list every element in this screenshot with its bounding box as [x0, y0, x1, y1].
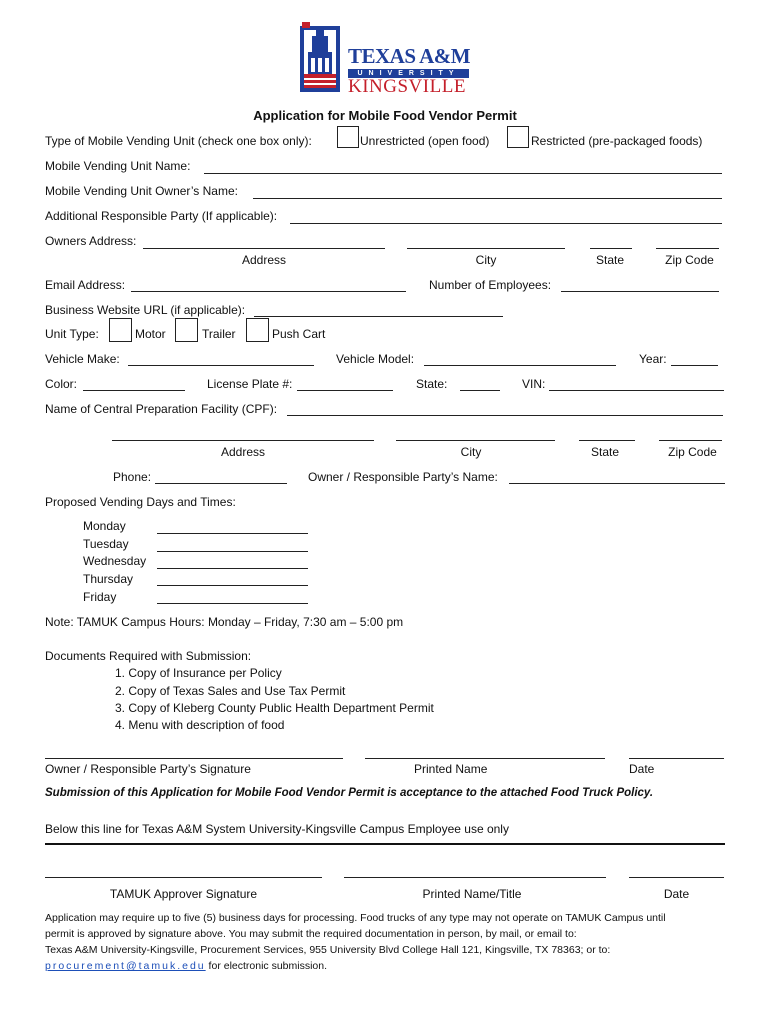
vehicle-make-label: Vehicle Make:: [45, 352, 120, 366]
owner-printed-name-caption: Printed Name: [414, 762, 488, 776]
procurement-email-link[interactable]: procurement@tamuk.edu: [45, 960, 206, 972]
unrestricted-label: Unrestricted (open food): [360, 134, 490, 148]
unit-name-label: Mobile Vending Unit Name:: [45, 159, 191, 173]
restricted-checkbox[interactable]: [507, 126, 529, 148]
owners-address-state-field[interactable]: [590, 248, 632, 249]
unit-type-label: Type of Mobile Vending Unit (check one box only):: [45, 134, 312, 148]
docs-heading: Documents Required with Submission:: [45, 649, 252, 663]
footer-line-4-tail: for electronic submission.: [205, 960, 328, 972]
approver-signature-caption: TAMUK Approver Signature: [109, 887, 258, 901]
phone-field[interactable]: [155, 483, 287, 484]
doc-item-2: 2. Copy of Texas Sales and Use Tax Permit: [115, 684, 346, 698]
logo-line3: KINGSVILLE: [348, 76, 466, 97]
owners-address-label: Owners Address:: [45, 234, 137, 248]
cpf-city-caption: City: [460, 445, 482, 459]
color-label: Color:: [45, 377, 78, 391]
vehicle-make-field[interactable]: [128, 365, 314, 366]
year-field[interactable]: [671, 365, 718, 366]
day-tuesday: Tuesday: [83, 537, 129, 551]
day-monday: Monday: [83, 519, 126, 533]
owner-name-field[interactable]: [253, 198, 722, 199]
doc-item-4: 4. Menu with description of food: [115, 718, 285, 732]
approver-printed-name-field[interactable]: [344, 877, 606, 878]
restricted-label: Restricted (pre-packaged foods): [531, 134, 703, 148]
employees-field[interactable]: [561, 291, 719, 292]
state-caption: State: [595, 253, 625, 267]
owner-printed-name-field[interactable]: [365, 758, 605, 759]
push-cart-checkbox[interactable]: [246, 318, 269, 342]
owner-date-field[interactable]: [629, 758, 724, 759]
doc-item-3: 3. Copy of Kleberg County Public Health Department Permit: [115, 701, 434, 715]
owner-date-caption: Date: [629, 762, 655, 776]
campus-hours-note: Note: TAMUK Campus Hours: Monday – Friday, 7:30 am – 5:00 pm: [45, 615, 404, 629]
email-label: Email Address:: [45, 278, 126, 292]
owner-name-label: Mobile Vending Unit Owner’s Name:: [45, 184, 238, 198]
trailer-checkbox[interactable]: [175, 318, 198, 342]
logo-line1: TEXAS A&M: [348, 44, 471, 68]
zip-caption: Zip Code: [665, 253, 714, 267]
approver-printed-name-caption: Printed Name/Title: [422, 887, 522, 901]
address-caption: Address: [241, 253, 287, 267]
owner-signature-caption: Owner / Responsible Party’s Signature: [45, 762, 251, 776]
plate-state-label: State:: [416, 377, 448, 391]
unit-type-row-label: Unit Type:: [45, 327, 99, 341]
logo-line2: UNIVERSITY: [348, 69, 469, 78]
cpf-state-caption: State: [590, 445, 620, 459]
footer-line-4: [45, 960, 327, 972]
approver-date-field[interactable]: [629, 877, 724, 878]
footer-line-1: Application may require up to five (5) business days for processing. Food trucks of any type may not operate on TAMUK Campus until: [45, 912, 666, 924]
approver-signature-field[interactable]: [45, 877, 322, 878]
cpf-address-zip-field[interactable]: [659, 440, 722, 441]
color-field[interactable]: [83, 390, 185, 391]
year-label: Year:: [639, 352, 667, 366]
unrestricted-checkbox[interactable]: [337, 126, 359, 148]
university-logo: [298, 22, 473, 96]
tuesday-times-field[interactable]: [157, 551, 308, 552]
additional-party-field[interactable]: [290, 223, 722, 224]
form-title: Application for Mobile Food Vendor Permit: [253, 108, 517, 123]
cpf-address-street-field[interactable]: [112, 440, 374, 441]
cpf-address-caption: Address: [220, 445, 266, 459]
days-heading: Proposed Vending Days and Times:: [45, 495, 236, 509]
submission-note: Submission of this Application for Mobile Food Vendor Permit is acceptance to the attached Food Truck Policy.: [45, 787, 654, 799]
day-friday: Friday: [83, 590, 117, 604]
vehicle-model-field[interactable]: [424, 365, 616, 366]
motor-checkbox[interactable]: [109, 318, 132, 342]
day-wednesday: Wednesday: [83, 554, 147, 568]
employees-label: Number of Employees:: [429, 278, 552, 292]
phone-label: Phone:: [113, 470, 152, 484]
plate-state-field[interactable]: [460, 390, 500, 391]
license-plate-label: License Plate #:: [207, 377, 293, 391]
trailer-label: Trailer: [202, 327, 236, 341]
owners-address-city-field[interactable]: [407, 248, 565, 249]
thursday-times-field[interactable]: [157, 585, 308, 586]
unit-name-field[interactable]: [204, 173, 722, 174]
push-cart-label: Push Cart: [272, 327, 326, 341]
doc-item-1: 1. Copy of Insurance per Policy: [115, 666, 282, 680]
license-plate-field[interactable]: [297, 390, 393, 391]
separator-line: [45, 843, 725, 845]
friday-times-field[interactable]: [157, 603, 308, 604]
website-label: Business Website URL (if applicable):: [45, 303, 246, 317]
cpf-field[interactable]: [287, 415, 723, 416]
vin-field[interactable]: [549, 390, 724, 391]
vin-label: VIN:: [522, 377, 546, 391]
owner-signature-field[interactable]: [45, 758, 343, 759]
motor-label: Motor: [135, 327, 166, 341]
owners-address-zip-field[interactable]: [656, 248, 719, 249]
additional-party-label: Additional Responsible Party (If applicable):: [45, 209, 278, 223]
cpf-label: Name of Central Preparation Facility (CPF):: [45, 402, 278, 416]
monday-times-field[interactable]: [157, 533, 308, 534]
website-field[interactable]: [254, 316, 503, 317]
city-caption: City: [475, 253, 497, 267]
cpf-zip-caption: Zip Code: [668, 445, 717, 459]
employee-use-note: Below this line for Texas A&M System University-Kingsville Campus Employee use only: [45, 822, 509, 836]
wednesday-times-field[interactable]: [157, 568, 308, 569]
footer-line-2: permit is approved by signature above. You may submit the required documentation in person, by mail, or email to:: [45, 928, 577, 940]
day-thursday: Thursday: [83, 572, 134, 586]
owner-party-name-label: Owner / Responsible Party’s Name:: [308, 470, 498, 484]
owner-party-name-field[interactable]: [509, 483, 725, 484]
owners-address-street-field[interactable]: [143, 248, 385, 249]
cpf-address-city-field[interactable]: [396, 440, 555, 441]
vehicle-model-label: Vehicle Model:: [336, 352, 415, 366]
footer-line-3: Texas A&M University-Kingsville, Procurement Services, 955 University Blvd College Hall 121, Kingsville, TX 78363; or to:: [45, 944, 611, 956]
cpf-address-state-field[interactable]: [579, 440, 635, 441]
approver-date-caption: Date: [663, 887, 690, 901]
email-field[interactable]: [131, 291, 406, 292]
